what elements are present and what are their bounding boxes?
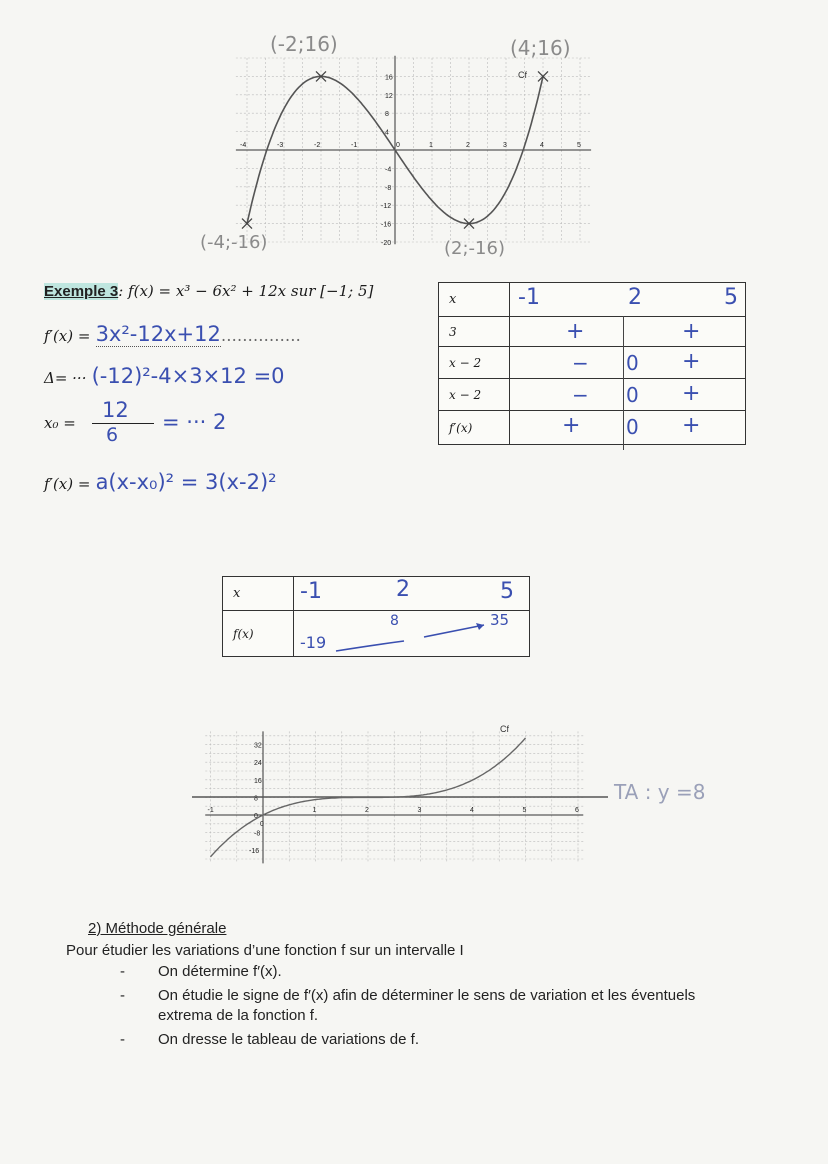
variation-value-mid: 8: [390, 613, 399, 629]
graph-1-y-tick-label: 16: [385, 74, 393, 82]
variation-value-end: 35: [490, 611, 510, 629]
derivative-prefix: f′(x) =: [44, 327, 91, 345]
graph-2-y-tick-label: 32: [254, 742, 262, 750]
sign-table-x-header: x: [439, 283, 510, 317]
graph-1-y-tick-label: -12: [381, 203, 392, 211]
x0-value: = ··· 2: [162, 410, 227, 434]
method-step: - On détermine f′(x).: [120, 963, 282, 980]
sign-row-label: x − 2: [439, 379, 510, 411]
graph-2-x-tick-label: 2: [365, 807, 369, 814]
sign-cell: +: [682, 349, 701, 374]
annotation-max-right: (4;16): [510, 36, 571, 60]
sign-table: [438, 282, 746, 445]
graph-1-tick-labels: [240, 74, 581, 247]
graph-1-x-tick-label: -3: [277, 142, 284, 149]
example-statement: : f(x) = x³ − 6x² + 12x sur [−1; 5]: [118, 282, 374, 300]
delta-line: [44, 364, 285, 388]
sign-table-row: [439, 347, 746, 379]
sign-cell: −: [572, 383, 589, 407]
factored-line: [44, 470, 277, 494]
graph-1-x-tick-label: 0: [396, 142, 400, 149]
graph-2-y-tick-label: 0: [254, 813, 258, 820]
graph-2-x-tick-label: 6: [575, 807, 579, 814]
delta-prefix: Δ= ···: [44, 369, 87, 387]
annotation-min-right: (2;-16): [444, 238, 505, 259]
delta-value: (-12)²-4×3×12 =0: [91, 364, 285, 388]
factored-value: a(x-x₀)² = 3(x-2)²: [95, 470, 277, 494]
method-title: 2) Méthode générale: [88, 920, 227, 937]
factored-prefix: f′(x) =: [44, 475, 91, 493]
example-label: Exemple 3: [44, 283, 119, 300]
variation-row-label: f(x): [223, 611, 294, 657]
graph-2-y-tick-label: -16: [249, 848, 260, 856]
example-heading: [44, 282, 373, 300]
graph-2-y-tick-label: 24: [254, 760, 262, 768]
graph-1-y-tick-label: 8: [385, 111, 389, 119]
graph-2-x-tick-label: 3: [417, 807, 422, 814]
sign-table-row: [439, 317, 746, 347]
graph-1-x-tick-label: 2: [466, 142, 470, 149]
x0-numerator: 12: [102, 398, 129, 422]
sign-cell: 0: [626, 383, 639, 407]
sign-cell: 0: [626, 415, 639, 439]
sign-cell: −: [572, 351, 589, 375]
x0-line: [44, 398, 344, 448]
sign-cell: +: [682, 319, 701, 344]
graph-1-y-tick-label: 12: [385, 92, 393, 100]
tangent-note: TA : y =8: [614, 780, 706, 804]
variation-arrow: [334, 619, 504, 655]
graph-2-y-tick-label: 16: [254, 777, 262, 785]
sign-row-label: 3: [439, 317, 510, 347]
graph-1-x-tick-label: 5: [577, 142, 581, 149]
graph-2-x-tick-label: 1: [312, 807, 317, 814]
graph-2-x-tick-label: 0: [260, 821, 264, 828]
sign-table-row: [439, 379, 746, 411]
derivative-value: 3x²-12x+12: [95, 322, 221, 346]
graph-2-y-tick-label: 8: [254, 795, 258, 803]
variation-x-header: x: [223, 577, 294, 611]
sign-cell: +: [682, 381, 701, 406]
graph-2: [190, 700, 610, 880]
sign-cell: 0: [626, 351, 639, 375]
method-intro: Pour étudier les variations d’une fonction f sur un intervalle I: [66, 942, 464, 959]
x0-denominator: 6: [106, 424, 119, 446]
method-steps: [120, 962, 720, 1050]
sign-cell: +: [566, 319, 585, 344]
variation-table: [222, 576, 530, 657]
sign-table-bound-3: 5: [724, 285, 738, 310]
graph-1-y-tick-label: -8: [385, 184, 392, 192]
sign-table-bound-2: 2: [628, 285, 642, 310]
sign-table-divider: [623, 316, 624, 450]
graph-1-x-tick-label: -1: [351, 142, 358, 149]
graph-1-x-tick-label: 1: [429, 142, 433, 149]
graph-1-y-tick-label: -20: [381, 240, 392, 247]
derivative-line: f′(x) = 3x²-12x+12……………: [44, 322, 301, 346]
graph-2-y-tick-label: -8: [254, 830, 261, 838]
sign-row-label: x − 2: [439, 347, 510, 379]
method-step: - On étudie le signe de f′(x) afin de déterminer le sens de variation et les éventuels extrema de la fonction f.: [120, 987, 696, 1024]
variation-bound-2: 2: [396, 577, 410, 602]
graph-1-x-tick-label: 4: [540, 142, 544, 149]
graph-1-x-tick-label: 3: [503, 142, 507, 149]
graph-2-curve-label: Cf: [500, 724, 509, 734]
sign-cell: +: [562, 413, 581, 438]
graph-2-x-tick-label: -1: [207, 807, 214, 814]
sign-cell: +: [682, 413, 701, 438]
sign-row-label: f′(x): [439, 411, 510, 445]
method-step: - On dresse le tableau de variations de f.: [120, 1031, 419, 1048]
graph-1-x-tick-label: -4: [240, 142, 247, 149]
graph-2-x-tick-label: 4: [470, 807, 474, 814]
graph-1-y-tick-label: 4: [385, 129, 389, 137]
variation-bound-1: -1: [300, 579, 322, 604]
variation-bound-3: 5: [500, 579, 514, 604]
graph-1-y-tick-label: -4: [385, 166, 392, 174]
graph-1-y-tick-label: -16: [381, 221, 392, 229]
annotation-min-left: (-4;-16): [200, 232, 268, 253]
variation-value-start: -19: [300, 633, 327, 652]
graph-1-curve-label: Cf: [518, 70, 527, 80]
graph-1-x-tick-label: -2: [314, 142, 321, 149]
sign-table-bound-1: -1: [518, 285, 540, 310]
sign-table-row: [439, 411, 746, 445]
graph-2-x-tick-label: 5: [522, 807, 527, 814]
annotation-max-left: (-2;16): [270, 32, 338, 56]
x0-prefix: x₀ =: [44, 414, 76, 432]
